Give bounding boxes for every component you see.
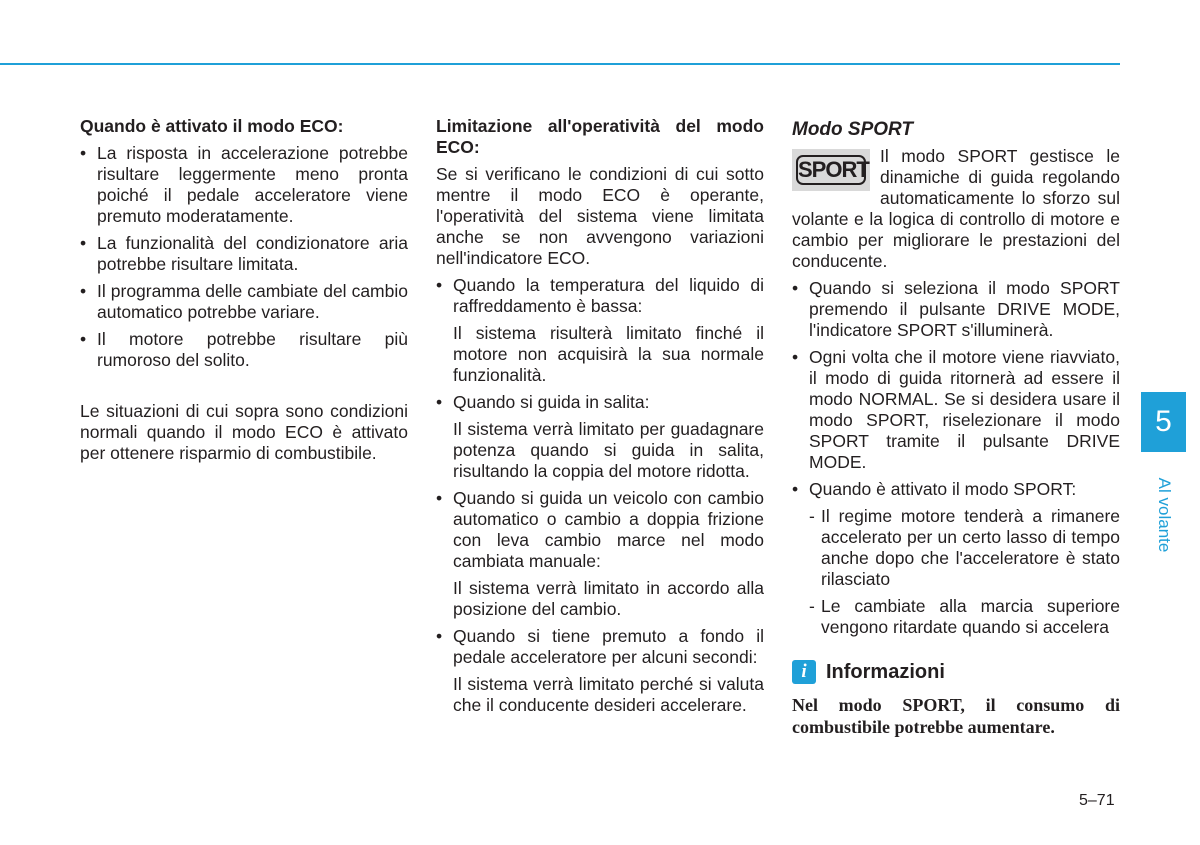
list-item-text: • Quando si guida un veicolo con cambio automatico o cambio a doppia frizione con leva cambio marce nel modo cambiata manuale: <box>453 488 764 571</box>
sport-intro-block <box>792 146 1120 272</box>
info-title: Informazioni <box>826 660 945 683</box>
sport-indicator-label: SPORT <box>796 155 866 185</box>
list-item <box>436 392 764 482</box>
list-item <box>436 488 764 620</box>
sport-indicator-icon <box>792 149 870 191</box>
list-item: • Ogni volta che il motore viene riavviato, il modo di guida ritornerà ad essere il modo NORMAL. Se si desidera usare il modo SPORT, riselezionare il modo SPORT tramite il pulsante DRIVE MODE. <box>792 347 1120 473</box>
list-item: • Il motore potrebbe risultare più rumoroso del solito. <box>80 329 408 371</box>
list-item: • Quando si seleziona il modo SPORT premendo il pulsante DRIVE MODE, l'indicatore SPORT s'illuminerà. <box>792 278 1120 341</box>
list-item: • La risposta in accelerazione potrebbe risultare leggermente meno pronta poiché il pedale acceleratore viene premuto moderatamente. <box>80 143 408 227</box>
list-item <box>436 275 764 386</box>
info-icon: i <box>792 660 816 684</box>
info-header <box>792 660 1120 684</box>
dash-item: - Le cambiate alla marcia superiore vengono ritardate quando si accelera <box>809 596 1120 638</box>
list-item: • Il programma delle cambiate del cambio automatico potrebbe variare. <box>80 281 408 323</box>
list-item-detail: Il sistema risulterà limitato finché il motore non acquisirà la sua normale funzionalità. <box>453 323 764 385</box>
column-3 <box>792 116 1120 738</box>
list-item-text: • Quando la temperatura del liquido di raffreddamento è bassa: <box>453 275 764 316</box>
page-number: 5–71 <box>1079 792 1115 809</box>
eco-effects-list <box>80 143 408 371</box>
dash-item: - Il regime motore tenderà a rimanere accelerato per un certo lasso di tempo anche dopo che l'acceleratore è stato rilasciato <box>809 506 1120 590</box>
eco-limits-list <box>436 275 764 716</box>
eco-active-heading: Quando è attivato il modo ECO: <box>80 116 344 136</box>
list-item-text: • Quando si tiene premuto a fondo il pedale acceleratore per alcuni secondi: <box>453 626 764 667</box>
list-item <box>792 479 1120 638</box>
sport-effects-list <box>809 506 1120 638</box>
sport-list <box>792 278 1120 638</box>
list-item-text: • Quando si guida in salita: <box>453 392 650 412</box>
list-item <box>436 626 764 716</box>
sport-intro: Il modo SPORT gestisce le dinamiche di guida regolando automaticamente lo sforzo sul volante e la logica di controllo di motore e cambio per migliorare le prestazioni del conducente. <box>792 146 1120 271</box>
chapter-tab: 5 <box>1141 392 1186 452</box>
eco-limits-intro: Se si verificano le condizioni di cui sotto mentre il modo ECO è operante, l'operatività del sistema viene limitata anche se non avvengono variazioni nell'indicatore ECO. <box>436 164 764 268</box>
header-rule <box>0 63 1120 65</box>
list-item: • La funzionalità del condizionatore aria potrebbe risultare limitata. <box>80 233 408 275</box>
list-item-detail: Il sistema verrà limitato per guadagnare potenza quando si guida in salita, risultando la coppia del motore ridotta. <box>453 419 764 481</box>
chapter-label: Al volante <box>1155 477 1174 553</box>
sport-mode-title: Modo SPORT <box>792 119 914 140</box>
column-2 <box>436 116 764 722</box>
eco-limits-heading: Limitazione all'operatività del modo ECO: <box>436 116 764 157</box>
column-1 <box>80 116 408 464</box>
eco-normal-paragraph: Le situazioni di cui sopra sono condizioni normali quando il modo ECO è attivato per ottenere risparmio di combustibile. <box>80 401 408 463</box>
info-text: Nel modo SPORT, il consumo di combustibile potrebbe aumentare. <box>792 695 1120 737</box>
list-item-text: • Quando è attivato il modo SPORT: <box>809 479 1077 499</box>
list-item-detail: Il sistema verrà limitato in accordo alla posizione del cambio. <box>453 578 764 619</box>
list-item-detail: Il sistema verrà limitato perché si valuta che il conducente desideri accelerare. <box>453 674 764 715</box>
